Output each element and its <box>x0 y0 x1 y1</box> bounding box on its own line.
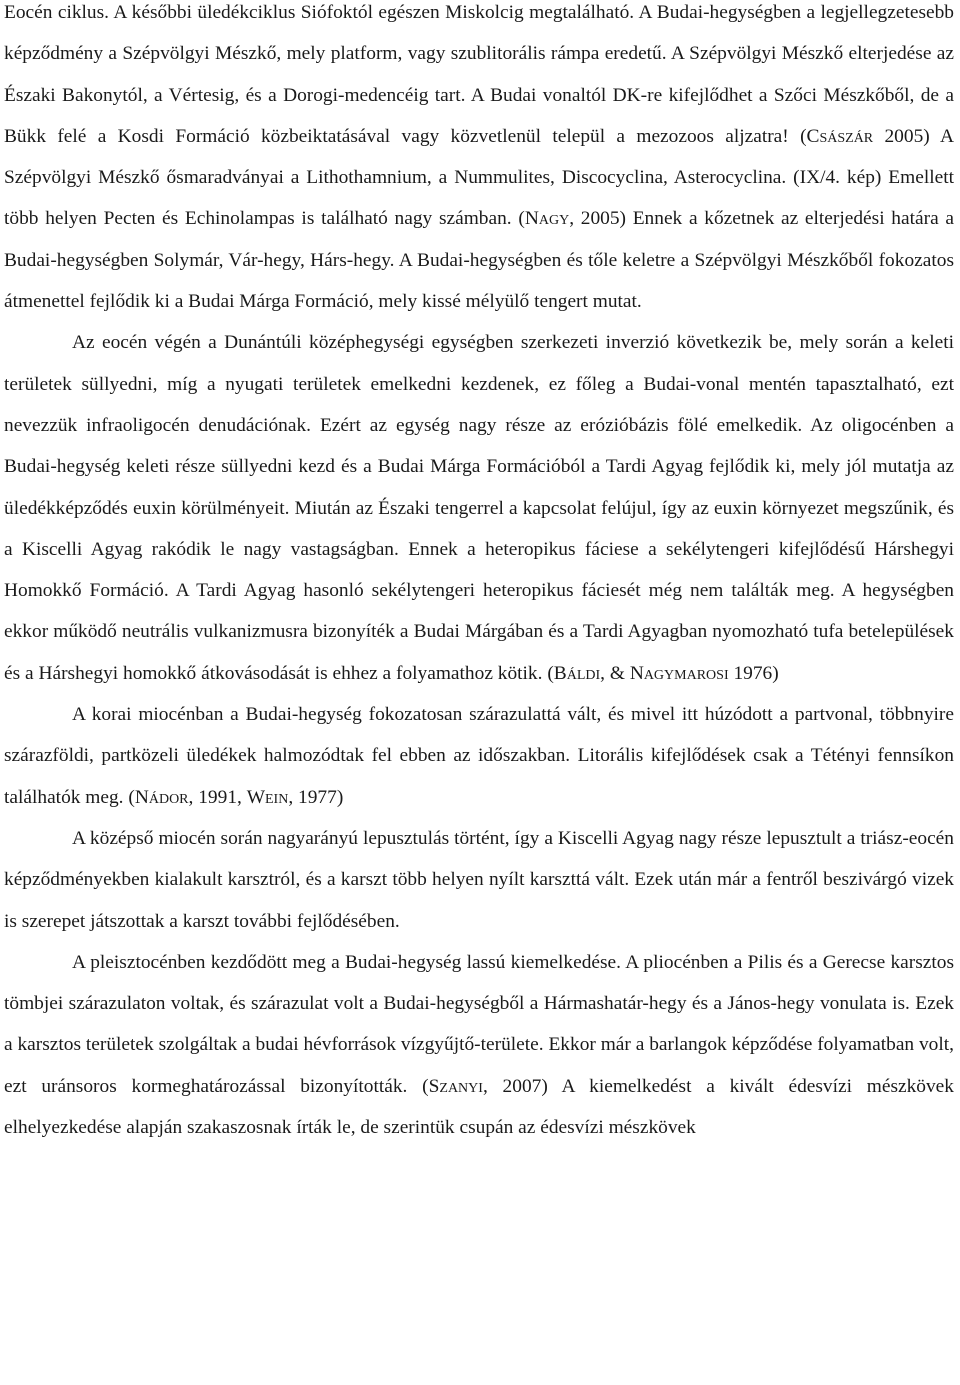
paragraph-eocene-cycle <box>4 0 954 322</box>
author-citation: Szanyi <box>428 1075 483 1097</box>
author-citation: Császár <box>806 125 874 147</box>
paragraph-text: Az eocén végén a Dunántúli középhegységi egységben szerkezeti inverzió következik be, mely során a keleti területek süllyedni, míg a nyugati területek emelkedni kezdenek, ez főleg a Budai-vonal mentén tapasztalható, ezt nevezzük infraoligocén denudációnak. Ezért az egység nagy része az erózióbázis fölé emelkedik. Az oligocénben a Budai-hegység keleti része süllyedni kezd és a Budai Márga Formációból a Tardi Agyag fejlődik ki, mely jól mutatja az üledékképződés euxin körülményeit. Miután az Északi tengerrel a kapcsolat felújul, így az euxin környezet megszűnik, és a Kiscelli Agyag rakódik le nagy vastagságban. Ennek a heteropikus fáciese a sekélytengeri kifejlődésű Hárshegyi Homokkő Formáció. A Tardi Agyag hasonló sekélytengeri heteropikus fáciesét még nem találták meg. A hegységben ekkor működő neutrális vulkanizmusra bizonyíték a Budai Márgában és a Tardi Agyagban nyomozható tufa betelepülések és a Hárshegyi homokkő átkovásodását is ehhez a folyamathoz kötik. ( <box>4 332 954 684</box>
paragraph-text: A korai miocénban a Budai-hegység fokozatosan szárazulattá vált, és mivel itt húzódott a partvonal, többnyire szárazföldi, partközeli üledékek halmozódtak fel ebben az időszakban. Litorális kifejlődések csak a Tétényi fennsíkon találhatók meg. ( <box>4 704 954 808</box>
paragraph-text: , 1977) <box>288 786 344 808</box>
paragraph-early-miocene <box>4 694 954 818</box>
paragraph-text: , 2007) A kiemelkedést a kivált édesvízi mészkövek elhelyezkedése alapján szakaszosnak írták le, de szerintük csupán az édesvízi mészkövek <box>4 1075 954 1139</box>
paragraph-middle-miocene <box>4 818 954 942</box>
paragraph-pleistocene <box>4 942 954 1148</box>
author-citation: Báldi <box>553 662 601 684</box>
paragraph-text: Eocén ciklus. A későbbi üledékciklus Siófoktól egészen Miskolcig megtalálható. A Budai-hegységben a legjellegzetesebb képződmény a Szépvölgyi Mészkő, mely platform, vagy szublitorális rámpa eredetű. A Szépvölgyi Mészkő elterjedése az Északi Bakonytól, a Vértesig, és a Dorogi-medencéig tart. A Budai vonaltól DK-re kifejlődhet a Szőci Mészkőből, de a Bükk felé a Kosdi Formáció közbeiktatásával vagy közvetlenül települ a mezozoos aljzatra! ( <box>4 2 954 147</box>
paragraph-text: , 1991, <box>188 786 247 808</box>
paragraph-eocene-end-inversion <box>4 322 954 694</box>
paragraph-text: 1976) <box>728 662 779 684</box>
paragraph-text: A pleisztocénben kezdődött meg a Budai-hegység lassú kiemelkedése. A pliocénben a Pilis és a Gerecse karsztos tömbjei szárazulaton voltak, és szárazulat volt a Budai-hegységből a Hármashatár-hegy és a János-hegy vonulata is. Ezek a karsztos területek szolgáltak a budai hévforrások vízgyűjtő-területe. Ekkor már a barlangok képződése folyamatban volt, ezt uránsoros kormeghatározással bizonyították. ( <box>4 951 954 1097</box>
author-citation: Wein <box>246 786 289 808</box>
author-citation: Nagymarosi <box>629 662 729 684</box>
paragraph-text: 2005) A Szépvölgyi Mészkő ősmaradványai a Lithothamnium, a Nummulites, Discocyclina, Asterocyclina. (IX/4. kép) Emellett több helyen Pecten és Echinolampas is található nagy számban. ( <box>4 125 954 230</box>
author-citation: Nádor <box>134 786 189 808</box>
author-citation: Nagy <box>524 208 570 230</box>
paragraph-text: A középső miocén során nagyarányú lepusztulás történt, így a Kiscelli Agyag nagy része lepusztult a triász-eocén képződményekben kialakult karsztról, és a karszt több helyen nyílt karszttá vált. Ezek után már a fentről beszivárgó vizek is szerepet játszottak a karszt további fejlődésében. <box>4 827 954 932</box>
paragraph-text: , & <box>600 662 630 684</box>
paragraph-text: , 2005) Ennek a kőzetnek az elterjedési határa a Budai-hegységben Solymár, Vár-hegy, Hárs-hegy. A Budai-hegységben és tőle keletre a Szépvölgyi Mészkőből fokozatos átmenettel fejlődik ki a Budai Márga Formáció, mely kissé mélyülő tengert mutat. <box>4 208 954 313</box>
